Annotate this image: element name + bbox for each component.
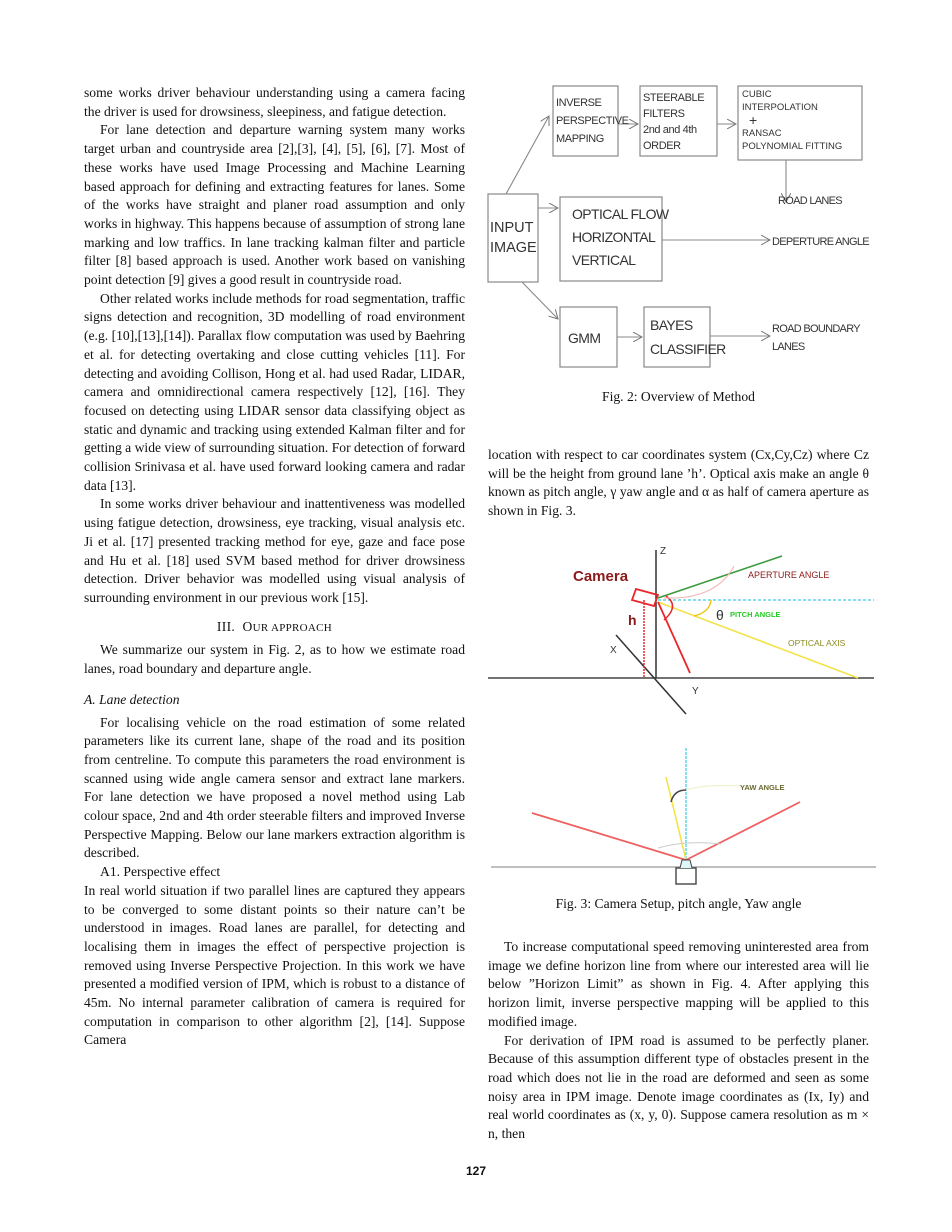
figure-3-caption: Fig. 3: Camera Setup, pitch angle, Yaw angle — [555, 896, 802, 911]
label-h: h — [628, 612, 637, 628]
section-heading — [84, 618, 465, 638]
label-gmm: GMM — [568, 330, 601, 346]
label-cubic-2: INTERPOLATION — [742, 102, 818, 113]
output-departure-angle: DEPERTURE ANGLE — [772, 236, 869, 248]
figure-3-top-view — [486, 740, 876, 890]
label-steer-4: ORDER — [643, 140, 681, 152]
sub-subsection-heading: A1. Perspective effect — [100, 864, 221, 880]
paragraph-section-intro: We summarize our system in Fig. 2, as to how we estimate road lanes, road boundary and departure angle. — [84, 642, 465, 677]
figure-3-side-view — [486, 540, 876, 720]
label-ipm-1: INVERSE — [556, 97, 602, 109]
label-optical-3: VERTICAL — [572, 252, 636, 268]
output-road-boundary-1: ROAD BOUNDARY — [772, 323, 860, 335]
paragraph-lane-detection: For localising vehicle on the road estimation of some related parameters like its current lane, shape of the road and its position from centreline. To compute this parameters the road environment is scanned using wide angle camera sensor and extract lane markers. For lane detection we have proposed a novel method using Lab colour space, 2nd and 4th order steerable filters and improved Inverse Perspective Mapping. Below our lane markers extraction algorithm is described. — [84, 714, 465, 861]
label-yaw-angle: YAW ANGLE — [740, 783, 785, 792]
box-input-image — [488, 194, 538, 282]
label-ipm-3: MAPPING — [556, 133, 604, 145]
page-number: 127 — [465, 1164, 487, 1178]
left-column — [84, 84, 465, 1050]
label-cubic-plus: + — [749, 112, 758, 128]
figure-2-flow-diagram — [486, 84, 872, 374]
box-bayes-classifier — [644, 307, 710, 367]
output-road-boundary-2: LANES — [772, 341, 805, 353]
label-cubic-4: POLYNOMIAL FITTING — [742, 141, 843, 152]
label-pitch-angle: PITCH ANGLE — [730, 610, 781, 619]
label-input: INPUT — [490, 220, 534, 236]
output-road-lanes: ROAD LANES — [778, 195, 842, 207]
paragraph-camera-location: location with respect to car coordinates system (Cx,Cy,Cz) where Cz will be the height from ground lane ’h’. Optical axis make an angle θ known as pitch angle, γ yaw angle and α as half of camera aperture as shown in Fig. 3. — [488, 447, 869, 519]
right-column-top — [488, 446, 869, 521]
camera-icon — [632, 589, 658, 606]
label-x-axis: X — [610, 645, 617, 656]
label-aperture-angle: APERTURE ANGLE — [748, 570, 830, 580]
label-ipm-2: PERSPECTIVE — [556, 115, 629, 127]
right-column-bottom — [488, 938, 869, 1144]
section-title-first-letter: O — [242, 618, 253, 634]
paragraph-ipm-derivation: For derivation of IPM road is assumed to be perfectly planer. Because of this assumption different type of obstacles present in the road which does not lie in the road are deformed and seen as some noisy area in IPM image. Denote image coordinates as (Ix, Iy) and real world coordinates as (x, y, 0). Suppose camera resolution as m × n, then — [488, 1032, 869, 1142]
car-icon — [676, 860, 696, 884]
subsection-heading: A. Lane detection — [84, 691, 180, 707]
paragraph-related-works: Other related works include methods for road segmentation, traffic signs detection and recognition, 3D modelling of road environment (e.g. [10],[13],[14]). Parallax flow computation was used by Baehring et al. for detecting overtaking and close cutting vehicles [11]. For detecting and avoiding Collison, Hong et al. had used Radar, LIDAR, camera and omnidirectional camera respectively [12], [16]. They focused on detecting using LIDAR sensor data classifying object as static and dynamic and tracking using extended Kalman filter and for getting a wide view of surrounding situation. For detection of forward collision Srinivasa et al. have used forward looking camera and radar data [13]. — [84, 290, 465, 493]
paragraph-lane-detection-works: For lane detection and departure warning system many works target urban and countryside area [2],[3], [4], [5], [6], [7]. Most of these works have used Image Processing and Machine Learning based approach for defining and extracting features for lanes. Some of the works have straight and planer road assumption and only works in highway. This happens because of assumption of strong lane marking and low traffics. In lane tracking kalman filter and particle filter [8] based approach is used. Another work based on vanishing point detection [9] gives a good result in countryside road. — [84, 122, 465, 288]
paragraph-driver-behaviour: In some works driver behaviour and inattentiveness was modelled using fatigue detection, drowsiness, eye tracking, visual analysis etc. Ji et al. [17] presented tracking method for eye, gaze and face pose and Hu et al. [18] used SVM based method for driver drowsiness detection. Driver behavior was modelled using visual analysis of surrounding environment in our previous work [15]. — [84, 496, 465, 605]
section-number: III. — [216, 618, 236, 634]
paragraph-horizon-limit: To increase computational speed removing uninterested area from image we define horizon line from where our interested area will lie below ”Horizon Limit” as shown in Fig. 4. After applying this horizon limit, inverse perspective mapping will be applied to this modified image. — [488, 939, 869, 1029]
label-steer-3: 2nd and 4th — [643, 124, 697, 136]
label-bayes-1: BAYES — [650, 317, 693, 333]
paragraph-perspective-effect: In real world situation if two parallel lines are captured they appears to be converged to some distant points so their nature can’t be understood in images. Road lanes are parallel, for detecting and localising them in images the effect of perspective projection is removed using Inverse Perspective Projection. In this work we have presented a modified version of IPM, which is robust to a distance of 45m. No internal parameter calibration of camera is required for computation in comparison to other algorithm [2], [14]. Suppose Camera — [84, 882, 465, 1048]
section-title-rest: UR APPROACH — [252, 621, 333, 634]
label-y-axis: Y — [692, 686, 699, 697]
label-theta: θ — [716, 607, 724, 623]
figure-2-caption: Fig. 2: Overview of Method — [602, 389, 755, 404]
label-cubic-3: RANSAC — [742, 128, 782, 139]
label-cubic-1: CUBIC — [742, 89, 772, 100]
label-optical-1: OPTICAL FLOW — [572, 206, 669, 222]
paragraph-intro-continuation: some works driver behaviour understanding using a camera facing the driver is used for drowsiness, sleepiness, and fatigue detection. — [84, 85, 465, 119]
label-optical-2: HORIZONTAL — [572, 229, 656, 245]
label-steer-1: STEERABLE — [643, 92, 705, 104]
label-z-axis: Z — [660, 546, 667, 557]
label-optical-axis: OPTICAL AXIS — [788, 638, 846, 648]
label-camera: Camera — [573, 568, 629, 585]
label-image: IMAGE — [490, 240, 537, 256]
label-steer-2: FILTERS — [643, 108, 685, 120]
label-bayes-2: CLASSIFIER — [650, 341, 726, 357]
